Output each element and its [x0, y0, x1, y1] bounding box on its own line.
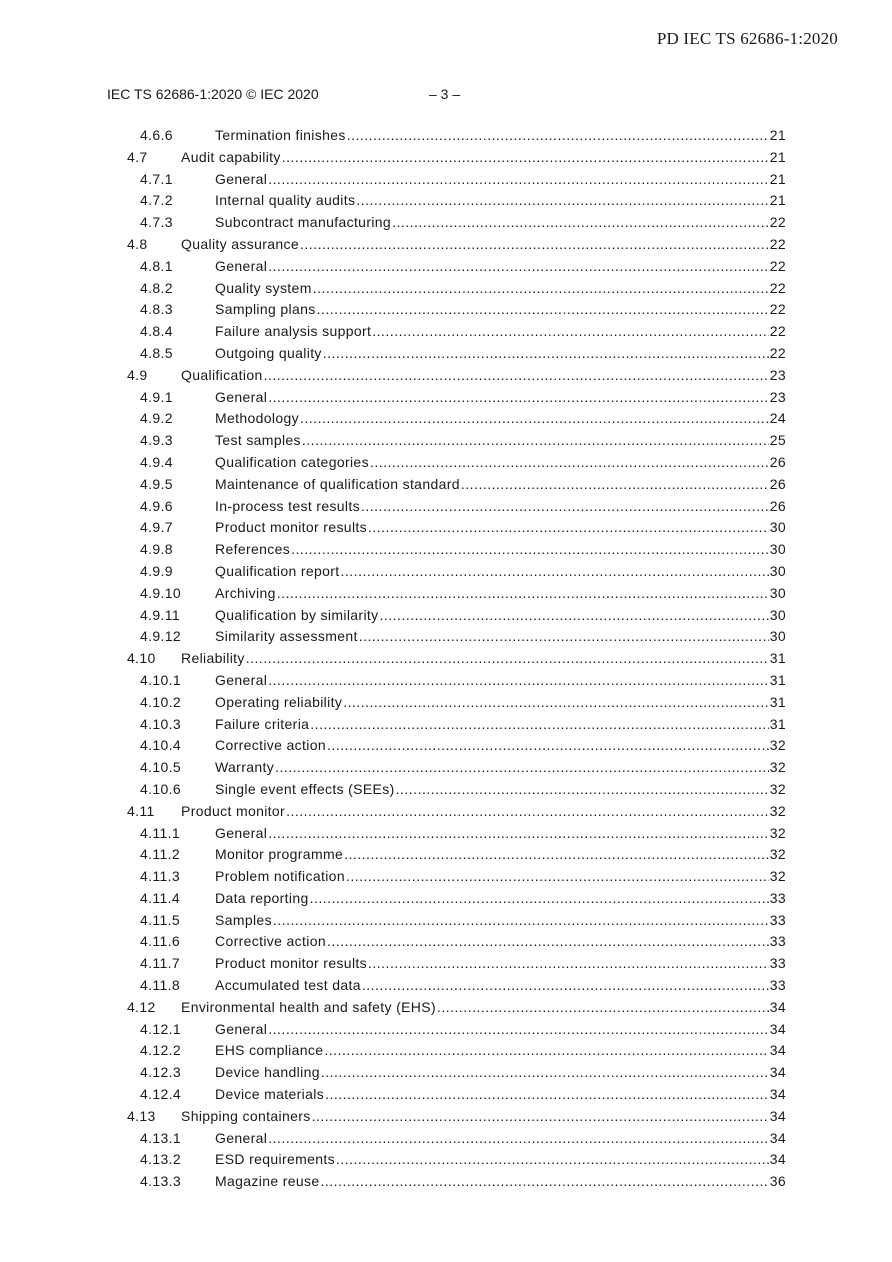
- toc-entry-title: Magazine reuse: [215, 1171, 321, 1193]
- toc-entry[interactable]: [0, 975, 892, 997]
- toc-entry-number: 4.9.5: [140, 475, 173, 492]
- toc-entry-page: 24: [769, 410, 786, 427]
- toc-entry-number: 4.6.6: [140, 127, 173, 143]
- toc-entry-line: [215, 931, 786, 953]
- toc-entry-title: General: [215, 256, 268, 278]
- toc-entry-number: 4.9.11: [140, 606, 180, 623]
- toc-entry[interactable]: [0, 125, 892, 147]
- dot-leader: [268, 1128, 768, 1150]
- toc-entry-title: Warranty: [215, 757, 275, 779]
- toc-entry-page: 34: [769, 1020, 786, 1037]
- toc-entry-number: 4.10.3: [140, 715, 182, 732]
- dot-leader: [362, 975, 769, 997]
- toc-entry-number: 4.9.10: [140, 584, 182, 601]
- toc-entry[interactable]: [0, 866, 892, 888]
- toc-entry-number: 4.12.2: [140, 1042, 182, 1059]
- toc-entry-title: Maintenance of qualification standard: [215, 474, 461, 496]
- toc-entry[interactable]: [0, 234, 892, 256]
- toc-entry-line: [215, 190, 786, 212]
- toc-entry-title: Problem notification: [215, 866, 346, 888]
- toc-entry-line: [215, 823, 786, 845]
- toc-entry-line: [215, 1171, 786, 1193]
- toc-entry-page: 34: [769, 1129, 786, 1146]
- toc-entry-line: [215, 561, 786, 583]
- toc-entry-number: 4.13: [127, 1107, 156, 1124]
- toc-entry-page: 32: [769, 824, 786, 841]
- toc-entry-line: [215, 256, 786, 278]
- toc-entry-line: [215, 1040, 786, 1062]
- toc-entry-page: 30: [769, 606, 786, 623]
- toc-entry-page: 22: [769, 279, 786, 296]
- toc-entry-page: 31: [769, 650, 786, 667]
- toc-entry-page: 34: [769, 1107, 786, 1124]
- dot-leader: [268, 387, 768, 409]
- dot-leader: [346, 866, 769, 888]
- toc-entry-number: 4.8.1: [140, 257, 173, 274]
- toc-entry[interactable]: [0, 452, 892, 474]
- toc-entry[interactable]: [0, 408, 892, 430]
- toc-entry-number: 4.12.1: [140, 1020, 182, 1037]
- toc-entry-line: [215, 299, 786, 321]
- toc-entry-line: [215, 1019, 786, 1041]
- toc-entry[interactable]: [0, 169, 892, 191]
- toc-entry-number: 4.13.1: [140, 1129, 182, 1146]
- toc-entry-page: 34: [769, 1042, 786, 1059]
- dot-leader: [268, 256, 768, 278]
- dot-leader: [321, 1171, 769, 1193]
- toc-entry-page: 25: [769, 432, 786, 449]
- toc-entry-number: 4.10.6: [140, 780, 182, 797]
- toc-entry-number: 4.11.5: [140, 911, 180, 928]
- toc-entry-page: 32: [769, 780, 786, 797]
- toc-entry-number: 4.11.7: [140, 955, 180, 972]
- toc-entry[interactable]: [0, 1106, 892, 1128]
- toc-entry[interactable]: [0, 299, 892, 321]
- running-header: [107, 86, 807, 106]
- table-of-contents: [0, 125, 892, 1193]
- toc-entry[interactable]: [0, 147, 892, 169]
- toc-entry[interactable]: [0, 670, 892, 692]
- toc-entry-title: In-process test results: [215, 496, 361, 518]
- toc-entry[interactable]: [0, 779, 892, 801]
- toc-entry-title: Samples: [215, 910, 273, 932]
- dot-leader: [344, 844, 769, 866]
- toc-entry-number: 4.10: [127, 650, 156, 667]
- toc-entry-number: 4.7.3: [140, 214, 173, 231]
- toc-entry-title: Corrective action: [215, 735, 327, 757]
- toc-entry-number: 4.7.1: [140, 170, 173, 187]
- toc-entry-title: Device handling: [215, 1062, 321, 1084]
- toc-entry-page: 21: [769, 192, 786, 209]
- toc-entry-title: Quality assurance: [181, 234, 300, 256]
- toc-entry-page: 33: [769, 977, 786, 994]
- dot-leader: [277, 583, 769, 605]
- toc-entry-line: [215, 670, 786, 692]
- toc-entry[interactable]: [0, 1019, 892, 1041]
- dot-leader: [273, 910, 769, 932]
- toc-entry[interactable]: [0, 365, 892, 387]
- toc-entry-line: [215, 125, 786, 147]
- toc-entry-title: Device materials: [215, 1084, 325, 1106]
- toc-entry[interactable]: [0, 823, 892, 845]
- dot-leader: [372, 321, 768, 343]
- toc-entry[interactable]: [0, 1084, 892, 1106]
- dot-leader: [392, 212, 769, 234]
- dot-leader: [327, 931, 769, 953]
- toc-entry-number: 4.8.2: [140, 279, 173, 296]
- toc-entry-line: [215, 1062, 786, 1084]
- toc-entry[interactable]: [0, 1062, 892, 1084]
- toc-entry-line: [215, 169, 786, 191]
- toc-entry-number: 4.11.4: [140, 889, 180, 906]
- toc-entry-line: [215, 692, 786, 714]
- toc-entry-page: 32: [769, 737, 786, 754]
- toc-entry-page: 21: [769, 170, 786, 187]
- dot-leader: [356, 190, 768, 212]
- toc-entry-title: Accumulated test data: [215, 975, 362, 997]
- toc-entry[interactable]: [0, 474, 892, 496]
- dot-leader: [300, 408, 769, 430]
- toc-entry-line: [215, 626, 786, 648]
- toc-entry-title: Termination finishes: [215, 125, 347, 147]
- toc-entry[interactable]: [0, 561, 892, 583]
- dot-leader: [368, 517, 769, 539]
- toc-entry-page: 21: [769, 127, 786, 143]
- toc-entry-number: 4.12: [127, 998, 156, 1015]
- toc-entry-number: 4.11: [127, 802, 155, 819]
- toc-entry-page: 31: [769, 671, 786, 688]
- dot-leader: [310, 888, 769, 910]
- toc-entry[interactable]: [0, 539, 892, 561]
- toc-entry-page: 22: [769, 257, 786, 274]
- dot-leader: [396, 779, 769, 801]
- toc-entry-line: [215, 452, 786, 474]
- toc-entry-line: [215, 735, 786, 757]
- toc-entry-page: 30: [769, 562, 786, 579]
- toc-entry-number: 4.10.4: [140, 737, 182, 754]
- toc-entry[interactable]: [0, 735, 892, 757]
- toc-entry-title: Failure criteria: [215, 714, 310, 736]
- toc-entry[interactable]: [0, 605, 892, 627]
- toc-entry-line: [215, 539, 786, 561]
- dot-leader: [370, 452, 769, 474]
- dot-leader: [380, 605, 769, 627]
- toc-entry-number: 4.8.4: [140, 323, 173, 340]
- toc-entry-number: 4.11.8: [140, 977, 180, 994]
- toc-entry[interactable]: [0, 517, 892, 539]
- toc-entry-number: 4.13.2: [140, 1151, 182, 1168]
- toc-entry-page: 22: [769, 214, 786, 231]
- toc-entry-page: 21: [769, 148, 786, 165]
- toc-entry-title: Corrective action: [215, 931, 327, 953]
- toc-entry-line: [215, 757, 786, 779]
- toc-entry[interactable]: [0, 1171, 892, 1193]
- toc-entry-number: 4.7.2: [140, 192, 173, 209]
- toc-entry[interactable]: [0, 583, 892, 605]
- toc-entry-line: [215, 975, 786, 997]
- dot-leader: [268, 1019, 768, 1041]
- toc-entry[interactable]: [0, 321, 892, 343]
- toc-entry-title: ESD requirements: [215, 1149, 336, 1171]
- toc-entry-title: Outgoing quality: [215, 343, 323, 365]
- toc-entry-page: 23: [769, 366, 786, 383]
- toc-entry-line: [181, 365, 786, 387]
- toc-entry-title: Failure analysis support: [215, 321, 372, 343]
- toc-entry-page: 36: [769, 1173, 786, 1190]
- toc-entry-title: Product monitor results: [215, 953, 368, 975]
- toc-entry[interactable]: [0, 801, 892, 823]
- dot-leader: [321, 1062, 769, 1084]
- toc-entry-title: General: [215, 387, 268, 409]
- toc-entry[interactable]: [0, 190, 892, 212]
- toc-entry-number: 4.12.4: [140, 1086, 182, 1103]
- toc-entry-page: 32: [769, 846, 786, 863]
- toc-entry-page: 33: [769, 955, 786, 972]
- toc-entry[interactable]: [0, 1128, 892, 1150]
- toc-entry-line: [215, 779, 786, 801]
- dot-leader: [361, 496, 769, 518]
- toc-entry-title: Shipping containers: [181, 1106, 312, 1128]
- toc-entry-title: Data reporting: [215, 888, 310, 910]
- dot-leader: [312, 1106, 769, 1128]
- dot-leader: [437, 997, 769, 1019]
- dot-leader: [286, 801, 769, 823]
- toc-entry-page: 26: [769, 497, 786, 514]
- toc-entry-line: [215, 888, 786, 910]
- toc-entry-page: 31: [769, 693, 786, 710]
- toc-entry-title: Subcontract manufacturing: [215, 212, 392, 234]
- toc-entry[interactable]: [0, 757, 892, 779]
- dot-leader: [317, 299, 769, 321]
- toc-entry-title: General: [215, 670, 268, 692]
- toc-entry-page: 30: [769, 541, 786, 558]
- toc-entry-title: General: [215, 823, 268, 845]
- toc-entry-line: [215, 953, 786, 975]
- dot-leader: [291, 539, 769, 561]
- toc-entry-number: 4.9.7: [140, 519, 173, 536]
- toc-entry-number: 4.8.5: [140, 344, 173, 361]
- toc-entry-line: [215, 387, 786, 409]
- toc-entry-line: [215, 517, 786, 539]
- toc-entry-number: 4.11.6: [140, 933, 180, 950]
- toc-entry-number: 4.10.2: [140, 693, 182, 710]
- toc-entry-number: 4.8.3: [140, 301, 173, 318]
- toc-entry-title: General: [215, 1019, 268, 1041]
- toc-entry-line: [181, 801, 786, 823]
- toc-entry-page: 32: [769, 802, 786, 819]
- toc-entry-page: 31: [769, 715, 786, 732]
- toc-entry-line: [215, 1084, 786, 1106]
- dot-leader: [268, 169, 768, 191]
- dot-leader: [275, 757, 769, 779]
- toc-entry[interactable]: [0, 1040, 892, 1062]
- dot-leader: [268, 670, 768, 692]
- toc-entry-title: Sampling plans: [215, 299, 317, 321]
- toc-entry[interactable]: [0, 387, 892, 409]
- toc-entry[interactable]: [0, 714, 892, 736]
- toc-entry-number: 4.11.3: [140, 868, 180, 885]
- toc-entry-line: [215, 1149, 786, 1171]
- toc-entry-title: EHS compliance: [215, 1040, 324, 1062]
- toc-entry-line: [215, 1128, 786, 1150]
- toc-entry-line: [215, 866, 786, 888]
- dot-leader: [461, 474, 769, 496]
- dot-leader: [327, 735, 769, 757]
- toc-entry[interactable]: [0, 256, 892, 278]
- toc-entry-title: General: [215, 169, 268, 191]
- toc-entry-title: Qualification report: [215, 561, 341, 583]
- toc-entry-page: 30: [769, 519, 786, 536]
- toc-entry-number: 4.9.8: [140, 541, 173, 558]
- toc-entry-number: 4.11.1: [140, 824, 180, 841]
- toc-entry-line: [181, 147, 786, 169]
- toc-entry-line: [215, 278, 786, 300]
- toc-entry-page: 34: [769, 998, 786, 1015]
- toc-entry-number: 4.7: [127, 148, 148, 165]
- toc-entry-page: 33: [769, 911, 786, 928]
- toc-entry-number: 4.9.12: [140, 628, 182, 645]
- toc-entry-page: 26: [769, 475, 786, 492]
- toc-entry-number: 4.9: [127, 366, 148, 383]
- toc-entry-title: Qualification categories: [215, 452, 370, 474]
- toc-entry-page: 34: [769, 1064, 786, 1081]
- toc-entry[interactable]: [0, 997, 892, 1019]
- toc-entry[interactable]: [0, 626, 892, 648]
- toc-entry[interactable]: [0, 692, 892, 714]
- toc-entry-title: Environmental health and safety (EHS): [181, 997, 437, 1019]
- toc-entry-number: 4.9.6: [140, 497, 173, 514]
- toc-entry-title: Audit capability: [181, 147, 282, 169]
- toc-entry-page: 34: [769, 1151, 786, 1168]
- toc-entry-line: [215, 474, 786, 496]
- dot-leader: [268, 823, 768, 845]
- toc-entry-page: 22: [769, 301, 786, 318]
- toc-entry-line: [215, 496, 786, 518]
- toc-entry-page: 22: [769, 323, 786, 340]
- page-number: – 3 –: [429, 86, 461, 102]
- toc-entry-page: 33: [769, 933, 786, 950]
- toc-entry-line: [215, 321, 786, 343]
- toc-entry-page: 22: [769, 235, 786, 252]
- toc-entry-line: [181, 997, 786, 1019]
- toc-entry-number: 4.10.1: [140, 671, 182, 688]
- toc-entry-page: 32: [769, 868, 786, 885]
- toc-entry-title: Single event effects (SEEs): [215, 779, 396, 801]
- toc-entry[interactable]: [0, 430, 892, 452]
- toc-entry-page: 30: [769, 584, 786, 601]
- dot-leader: [246, 648, 769, 670]
- dot-leader: [341, 561, 769, 583]
- toc-entry-number: 4.9.1: [140, 388, 173, 405]
- dot-leader: [347, 125, 769, 147]
- toc-entry[interactable]: [0, 844, 892, 866]
- dot-leader: [310, 714, 768, 736]
- toc-entry[interactable]: [0, 278, 892, 300]
- toc-entry-title: General: [215, 1128, 268, 1150]
- toc-entry-number: 4.9.3: [140, 432, 173, 449]
- toc-entry-line: [215, 605, 786, 627]
- toc-entry-line: [215, 844, 786, 866]
- dot-leader: [324, 1040, 768, 1062]
- toc-entry-line: [215, 714, 786, 736]
- toc-entry-line: [215, 430, 786, 452]
- toc-entry-number: 4.9.9: [140, 562, 173, 579]
- toc-entry[interactable]: [0, 648, 892, 670]
- dot-leader: [302, 430, 769, 452]
- toc-entry-title: Product monitor results: [215, 517, 368, 539]
- dot-leader: [368, 953, 769, 975]
- toc-entry-number: 4.11.2: [140, 846, 180, 863]
- dot-leader: [336, 1149, 769, 1171]
- toc-entry-line: [215, 583, 786, 605]
- toc-entry-title: Internal quality audits: [215, 190, 356, 212]
- toc-entry-title: Quality system: [215, 278, 313, 300]
- toc-entry-page: 22: [769, 344, 786, 361]
- toc-entry-line: [181, 1106, 786, 1128]
- toc-entry-line: [215, 212, 786, 234]
- toc-entry-title: Methodology: [215, 408, 300, 430]
- toc-entry-title: Similarity assessment: [215, 626, 359, 648]
- toc-entry-page: 33: [769, 889, 786, 906]
- dot-leader: [323, 343, 769, 365]
- dot-leader: [313, 278, 769, 300]
- toc-entry[interactable]: [0, 953, 892, 975]
- toc-entry-title: Product monitor: [181, 801, 286, 823]
- toc-entry[interactable]: [0, 1149, 892, 1171]
- dot-leader: [282, 147, 769, 169]
- toc-entry-title: Archiving: [215, 583, 277, 605]
- toc-entry-number: 4.12.3: [140, 1064, 182, 1081]
- toc-entry-number: 4.9.2: [140, 410, 173, 427]
- dot-leader: [359, 626, 769, 648]
- toc-entry[interactable]: [0, 910, 892, 932]
- toc-entry-page: 34: [769, 1086, 786, 1103]
- dot-leader: [325, 1084, 769, 1106]
- doc-reference: IEC TS 62686-1:2020 © IEC 2020: [107, 86, 319, 102]
- toc-entry-number: 4.9.4: [140, 453, 173, 470]
- toc-entry-title: Qualification by similarity: [215, 605, 380, 627]
- toc-entry-title: Test samples: [215, 430, 302, 452]
- toc-entry-number: 4.13.3: [140, 1173, 182, 1190]
- dot-leader: [343, 692, 769, 714]
- toc-entry-line: [215, 343, 786, 365]
- toc-entry-page: 23: [769, 388, 786, 405]
- toc-entry-title: References: [215, 539, 291, 561]
- toc-entry-page: 32: [769, 759, 786, 776]
- toc-entry[interactable]: [0, 931, 892, 953]
- toc-entry-line: [215, 408, 786, 430]
- toc-entry-page: 26: [769, 453, 786, 470]
- toc-entry-line: [215, 910, 786, 932]
- toc-entry-title: Reliability: [181, 648, 246, 670]
- toc-entry[interactable]: [0, 496, 892, 518]
- toc-entry-title: Monitor programme: [215, 844, 344, 866]
- toc-entry-number: 4.8: [127, 235, 148, 252]
- dot-leader: [300, 234, 769, 256]
- toc-entry[interactable]: [0, 212, 892, 234]
- toc-entry-title: Qualification: [181, 365, 264, 387]
- toc-entry-line: [181, 234, 786, 256]
- toc-entry-title: Operating reliability: [215, 692, 343, 714]
- toc-entry-number: 4.10.5: [140, 759, 182, 776]
- toc-entry-page: 30: [769, 628, 786, 645]
- toc-entry-line: [181, 648, 786, 670]
- document-id: PD IEC TS 62686-1:2020: [656, 29, 838, 48]
- toc-entry[interactable]: [0, 888, 892, 910]
- toc-entry[interactable]: [0, 343, 892, 365]
- dot-leader: [264, 365, 769, 387]
